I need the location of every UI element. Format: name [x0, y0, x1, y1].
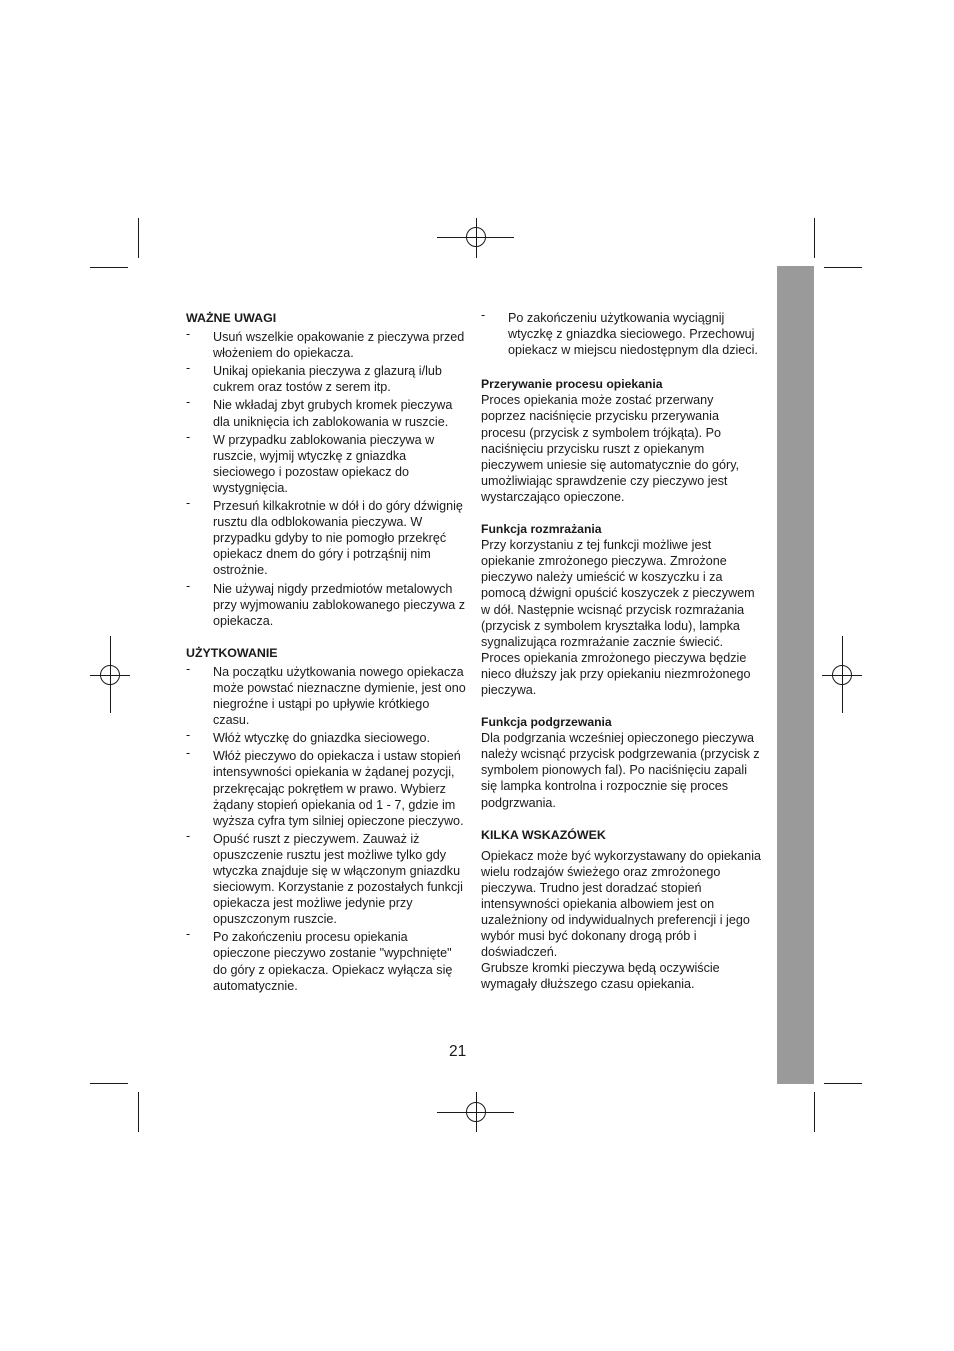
list-item: - Włóż wtyczkę do gniazdka sieciowego.	[186, 728, 430, 746]
list-item: - Opuść ruszt z pieczywem. Zauważ iż opuszczenie rusztu jest możliwe tylko gdy wtyczka znajduje się w włączonym gniazdku sieciowym. Korzystanie z pozostałych funkcji opiekacza jest możliwe jedynie przy opuszczonym ruszcie.	[186, 828, 463, 927]
interrupt-text: Proces opiekania może zostać przerwany poprzez naciśnięcie przycisku przerywania procesu (przycisk z symbolem trójkąta). Po naciśnięciu przycisku ruszt z opiekanym pieczywem uniesie się automatycznie do góry, umożliwiając sprawdzenie czy pieczywo jest wystarczająco opieczone.	[481, 393, 740, 504]
crop-mark	[814, 1092, 815, 1132]
crop-mark	[138, 1092, 139, 1132]
section-heading-interrupt: Przerywanie procesu opiekania	[481, 377, 663, 392]
left-column	[186, 310, 468, 996]
list-item: - Po zakończeniu procesu opiekania opieczone pieczywo zostanie "wypchnięte" do góry z opiekacza. Opiekacz wyłącza się automatycznie.	[186, 927, 453, 993]
crop-mark	[90, 267, 128, 268]
section-heading-important-notes: WAŻNE UWAGI	[186, 311, 277, 325]
list-item: - Na początku użytkowania nowego opiekacza może powstać nieznaczne dymienie, jest ono niegroźne i ustąpi po upływie krótkiego czasu.	[186, 661, 466, 728]
section-heading-tips: KILKA WSKAZÓWEK	[481, 827, 606, 842]
tips-text: Opiekacz może być wykorzystawany do opiekania wielu rodzajów świeżego oraz zmrożonego pieczywa. Trudno jest doradzać stopień intensywności opiekania albowiem jest on uzależniony od indywidualnych preferencji i jego wybór musi być dokonany drogą prób i doświadczeń.	[481, 848, 761, 960]
crop-mark	[90, 1083, 128, 1084]
list-item: - Unikaj opiekania pieczywa z glazurą i/lub cukrem oraz tostów z serem itp.	[186, 361, 442, 395]
important-notes-list	[186, 329, 468, 629]
section-heading-defrost: Funkcja rozmrażania	[481, 522, 602, 537]
registration-circle	[466, 227, 486, 247]
crop-mark	[824, 267, 862, 268]
crop-mark	[138, 218, 139, 258]
list-item: - Po zakończeniu użytkowania wyciągnij wtyczkę z gniazdka sieciowego. Przechowuj opiekacz w miejscu niedostępnym dla dzieci.	[481, 308, 758, 358]
crop-mark	[814, 218, 815, 258]
list-item: - Przesuń kilkakrotnie w dół i do góry dźwignię rusztu dla odblokowania pieczywa. W przypadku gdyby to nie pomogło przekręć opiekacz dnem do góry i potrząśnij nim ostrożnie.	[186, 496, 463, 578]
right-column	[481, 310, 761, 993]
defrost-text: Przy korzystaniu z tej funkcji możliwe jest opiekanie zmrożonego pieczywa. Zmrożone pieczywo należy umieścić w koszyczku i za pomocą dźwigni opuścić koszyczek z pieczywem w dół. Następnie wcisnąć przycisk rozmrażania (przycisk z symbolem kryształka lodu), lampka sygnalizująca rozmrażanie zacznie świecić. Proces opiekania zmrożonego pieczywa będzie nieco dłuższy jak przy opiekaniu niezmrożonego pieczywa.	[481, 538, 755, 697]
registration-circle	[100, 665, 120, 685]
side-tab	[777, 266, 814, 1084]
registration-circle	[832, 665, 852, 685]
usage-list-continued	[481, 310, 761, 358]
registration-circle	[466, 1102, 486, 1122]
tips-text-2: Grubsze kromki pieczywa będą oczywiście wymagały dłuższego czasu opiekania.	[481, 961, 720, 992]
page-number: 21	[449, 1043, 467, 1060]
list-item: - Usuń wszelkie opakowanie z pieczywa przed włożeniem do opiekacza.	[186, 327, 465, 361]
usage-list	[186, 661, 468, 994]
section-heading-reheat: Funkcja podgrzewania	[481, 715, 612, 730]
list-item: - W przypadku zablokowania pieczywa w ruszcie, wyjmij wtyczkę z gniazdka sieciowego i pozostaw opiekacz do wystygnięcia.	[186, 429, 435, 495]
list-item: - Nie wkładaj zbyt grubych kromek pieczywa dla uniknięcia ich zablokowania w ruszcie.	[186, 395, 453, 429]
section-heading-usage: UŻYTKOWANIE	[186, 645, 278, 660]
reheat-text: Dla podgrzania wcześniej opieczonego pieczywa należy wcisnąć przycisk podgrzewania (przycisk z symbolem pionowych fal). Po naciśnięciu zapali się lampka kontrolna i rozpocznie się proces podgrzwania.	[481, 731, 760, 810]
list-item: - Włóż pieczywo do opiekacza i ustaw stopień intensywności opiekania w żądanej pozycji, przekręcając pokrętłem w prawo. Wybierz żądany stopień opiekania od 1 - 7, gdzie im wyższa cyfra tym silniej opieczone pieczywo.	[186, 746, 464, 828]
crop-mark	[824, 1083, 862, 1084]
list-item: - Nie używaj nigdy przedmiotów metalowych przy wyjmowaniu zablokowanego pieczywa z opiekacza.	[186, 578, 465, 628]
